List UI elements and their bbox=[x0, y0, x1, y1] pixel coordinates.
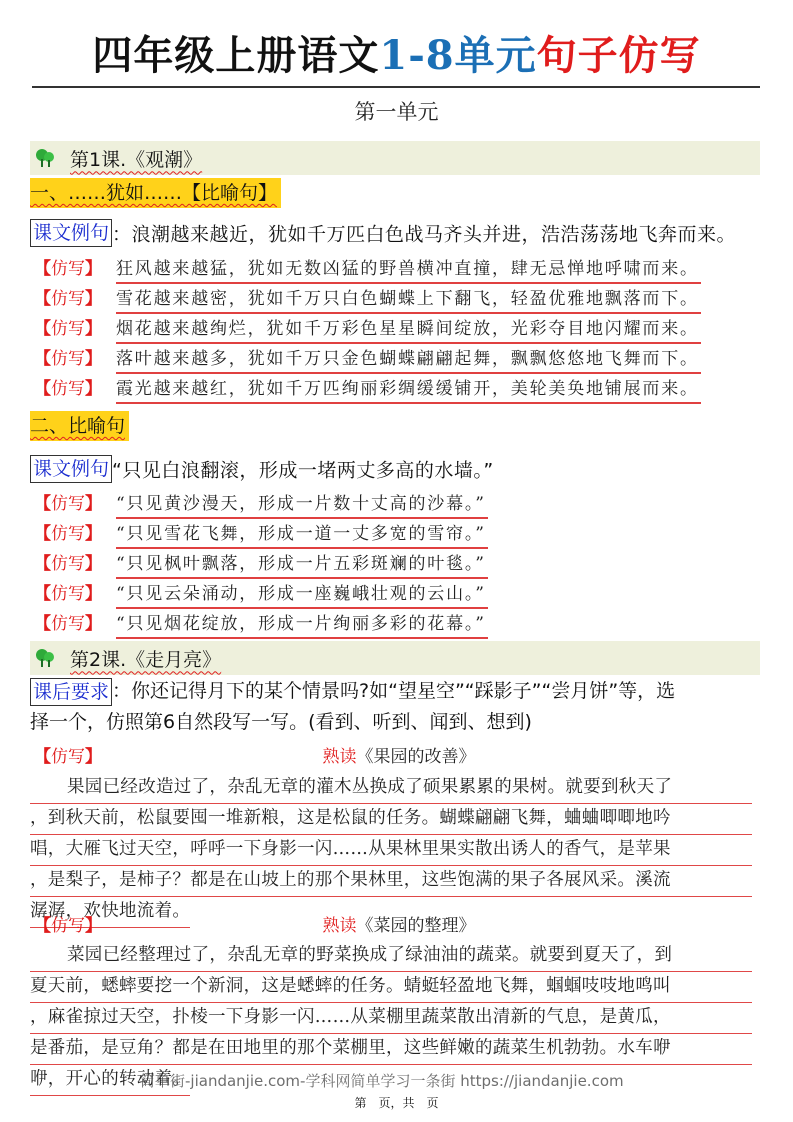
imitation-row bbox=[34, 551, 774, 579]
requirement-line-2: 择一个，仿照第6自然段写一写。(看到、听到、闻到、想到) bbox=[30, 711, 532, 733]
unit-title: 第一单元 bbox=[354, 100, 439, 124]
passage-line: ，是梨子，是柿子？都是在山坡上的那个果林里，这些饱满的果子各展风采。溪流 bbox=[30, 866, 752, 897]
passage-line: ，到秋天前，松鼠要囤一堆新粮，这是松鼠的任务。蝴蝶翩翩飞舞，蛐蛐唧唧地吟 bbox=[30, 804, 752, 835]
title-part-units: 1-8单元 bbox=[379, 32, 537, 79]
example-label: 课文例句 bbox=[30, 455, 112, 483]
imitate-tag: 【仿写】 bbox=[34, 747, 102, 767]
imitation-sentence: 落叶越来越多，犹如千万只金色蝴蝶翩翩起舞，飘飘悠悠地飞舞而下。 bbox=[116, 346, 701, 374]
imitation-sentence: 雪花越来越密，犹如千万只白色蝴蝶上下翻飞，轻盈优雅地飘落而下。 bbox=[116, 286, 701, 314]
imitate-tag: 【仿写】 bbox=[34, 584, 102, 604]
section-1-heading: 一、……犹如……【比喻句】 bbox=[30, 178, 281, 208]
example-separator: ： bbox=[112, 223, 132, 246]
example-sentence: “只见白浪翻滚，形成一堵两丈多高的水墙。” bbox=[112, 459, 494, 482]
requirement-text: ：你还记得月下的某个情景吗?如“望星空”“踩影子”“尝月饼”等，选 bbox=[112, 680, 676, 702]
imitate-tag: 【仿写】 bbox=[34, 349, 102, 369]
imitation-row bbox=[34, 346, 774, 374]
imitate-tag: 【仿写】 bbox=[34, 614, 102, 634]
lesson-2-header bbox=[30, 641, 760, 675]
lesson-1-title: 第1课.《观潮》 bbox=[70, 148, 203, 171]
imitation-sentence: “只见雪花飞舞，形成一道一丈多宽的雪帘。” bbox=[116, 521, 488, 549]
imitate-tag: 【仿写】 bbox=[34, 554, 102, 574]
imitation-row bbox=[34, 376, 774, 404]
imitate-tag: 【仿写】 bbox=[34, 259, 102, 279]
imitation-row bbox=[34, 521, 774, 549]
page-footer: 第 页，共 页 bbox=[354, 1096, 439, 1110]
imitation-sentence: 狂风越来越猛，犹如无数凶猛的野兽横冲直撞，肆无忌惮地呼啸而来。 bbox=[116, 256, 701, 284]
imitate-tag: 【仿写】 bbox=[34, 524, 102, 544]
imitation-sentence: “只见枫叶飘落，形成一片五彩斑斓的叶毯。” bbox=[116, 551, 488, 579]
passage-2-header bbox=[34, 913, 764, 941]
section-1-example bbox=[30, 219, 763, 247]
title-divider bbox=[32, 86, 760, 88]
imitation-row bbox=[34, 611, 774, 639]
imitate-tag: 【仿写】 bbox=[34, 289, 102, 309]
lesson-1-header bbox=[30, 141, 760, 175]
passage-1-body bbox=[30, 773, 752, 933]
passage-line: 夏天前，蟋蟀要挖一个新洞，这是蟋蟀的任务。蜻蜓轻盈地飞舞，蝈蝈吱吱地鸣叫 bbox=[30, 972, 752, 1003]
passage-line: 唱，大雁飞过天空，呼呼一下身影一闪……从果林里果实散出诱人的香气，是苹果 bbox=[30, 835, 752, 866]
passage-1-title: 熟读《果园的改善》 bbox=[322, 747, 476, 767]
passage-line: ，麻雀掠过天空，扑棱一下身影一闪……从菜棚里蔬菜散出清新的气息，是黄瓜， bbox=[30, 1003, 752, 1034]
imitation-row bbox=[34, 256, 774, 284]
imitation-sentence: “只见烟花绽放，形成一片绚丽多彩的花幕。” bbox=[116, 611, 488, 639]
imitate-tag: 【仿写】 bbox=[34, 379, 102, 399]
tree-icon bbox=[34, 647, 56, 669]
imitation-sentence: 烟花越来越绚烂，犹如千万彩色星星瞬间绽放，光彩夺目地闪耀而来。 bbox=[116, 316, 701, 344]
document-title bbox=[0, 30, 793, 82]
passage-1-header bbox=[34, 744, 764, 772]
lesson-2-title: 第2课.《走月亮》 bbox=[70, 648, 222, 671]
imitate-tag: 【仿写】 bbox=[34, 494, 102, 514]
imitation-sentence: “只见黄沙漫天，形成一片数十丈高的沙幕。” bbox=[116, 491, 488, 519]
section-2-heading: 二、比喻句 bbox=[30, 411, 129, 441]
passage-line: 潺潺，欢快地流着。 bbox=[30, 897, 190, 928]
imitation-row bbox=[34, 491, 774, 519]
watermark: 简单街-jiandanjie.com-学科网简单学习一条街 https://jiandanjie.com bbox=[140, 1072, 624, 1090]
passage-2-title: 熟读《菜园的整理》 bbox=[322, 916, 476, 936]
imitation-row bbox=[34, 316, 774, 344]
title-part-grade: 四年级上册语文 bbox=[92, 32, 380, 79]
imitate-tag: 【仿写】 bbox=[34, 916, 102, 936]
section-2-example bbox=[30, 455, 763, 483]
imitation-row bbox=[34, 286, 774, 314]
requirement-line-1 bbox=[30, 676, 765, 706]
imitation-row bbox=[34, 581, 774, 609]
imitate-tag: 【仿写】 bbox=[34, 319, 102, 339]
passage-line: 菜园已经整理过了，杂乱无章的野菜换成了绿油油的蔬菜。就要到夏天了，到 bbox=[30, 941, 752, 972]
title-part-topic: 句子仿写 bbox=[536, 32, 701, 79]
imitation-sentence: “只见云朵涌动，形成一座巍峨壮观的云山。” bbox=[116, 581, 488, 609]
passage-line: 咿，开心的转动着。 bbox=[30, 1065, 190, 1096]
requirement-label: 课后要求 bbox=[30, 678, 112, 706]
example-label: 课文例句 bbox=[30, 219, 112, 247]
tree-icon bbox=[34, 147, 56, 169]
passage-line: 是番茄，是豆角？都是在田地里的那个菜棚里，这些鲜嫩的蔬菜生机勃勃。水车咿 bbox=[30, 1034, 752, 1065]
imitation-sentence: 霞光越来越红，犹如千万匹绚丽彩绸缓缓铺开，美轮美奂地铺展而来。 bbox=[116, 376, 701, 404]
example-sentence: 浪潮越来越近，犹如千万匹白色战马齐头并进，浩浩荡荡地飞奔而来。 bbox=[131, 223, 737, 246]
passage-line: 果园已经改造过了，杂乱无章的灌木丛换成了硕果累累的果树。就要到秋天了 bbox=[30, 773, 752, 804]
